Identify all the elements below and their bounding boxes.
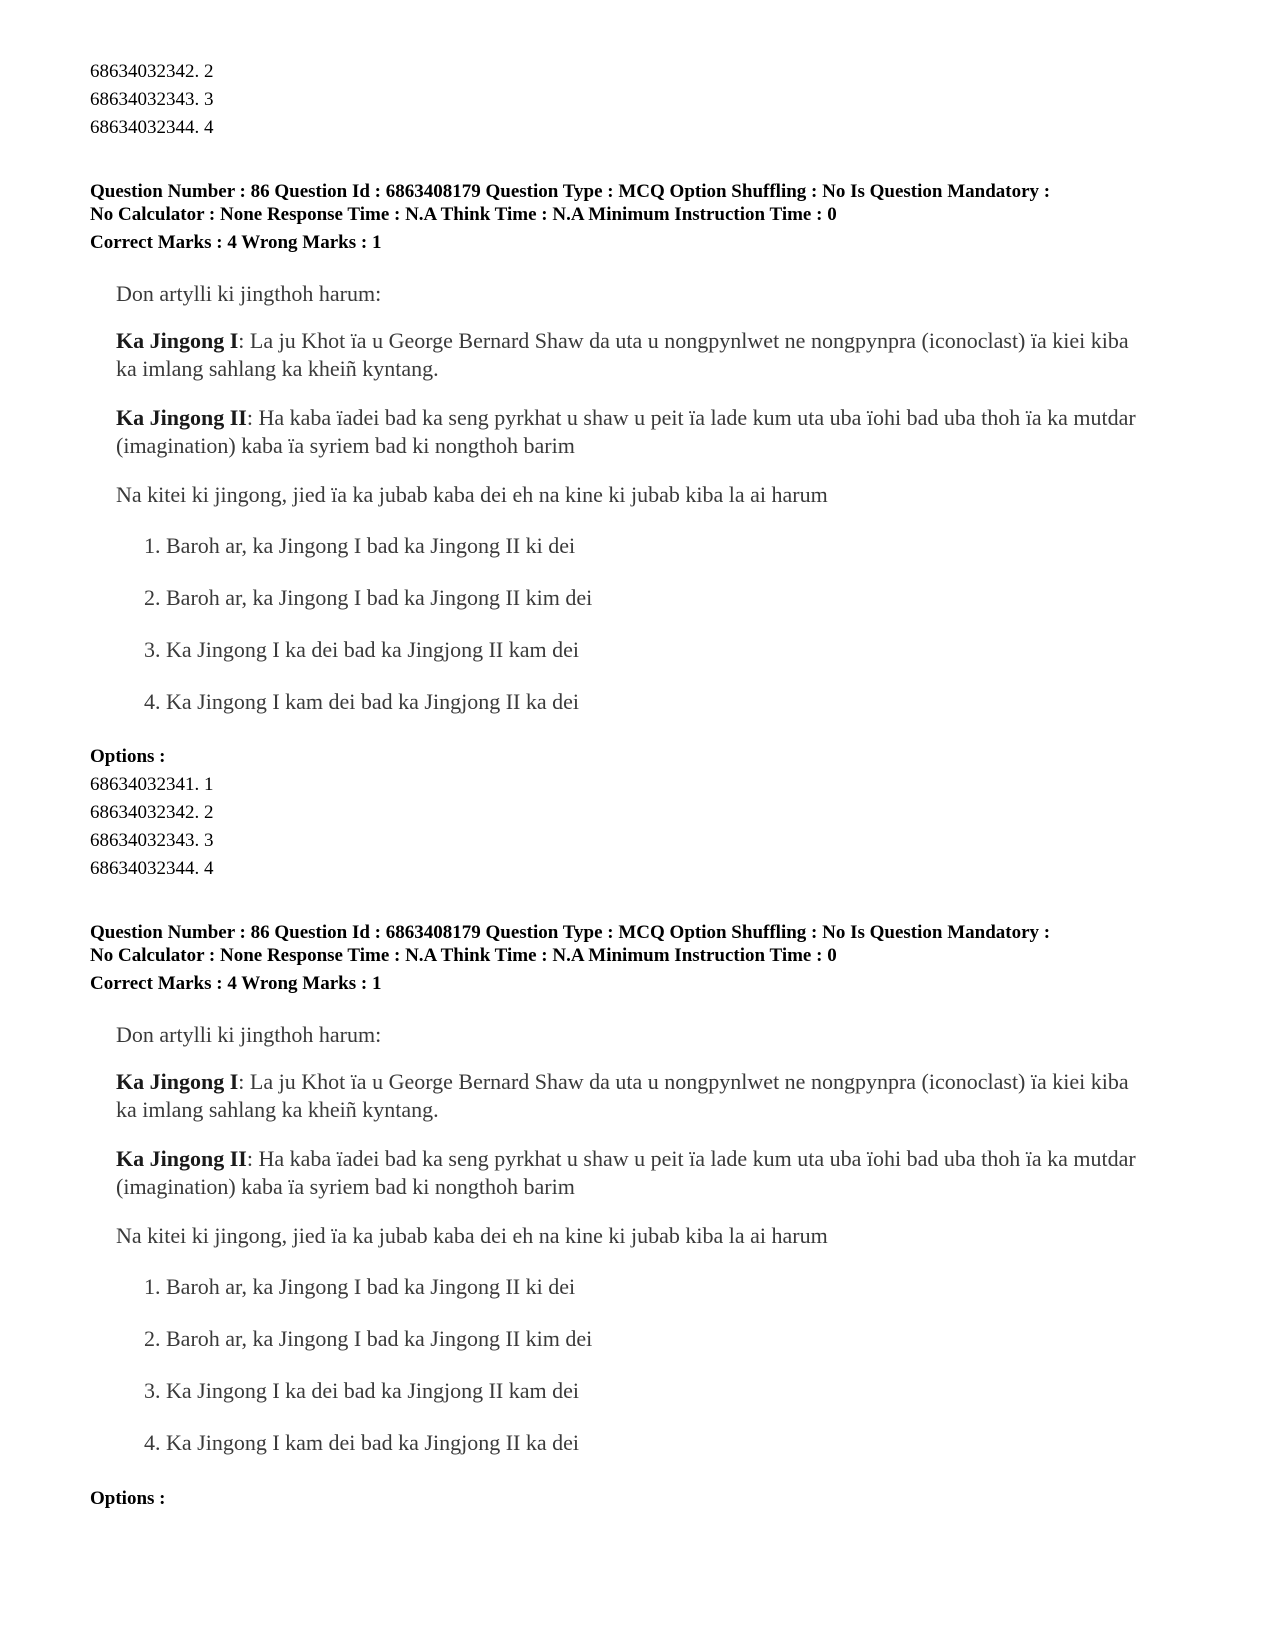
statement-two	[116, 1145, 1136, 1201]
statement-two	[116, 404, 1136, 460]
question-meta-line: Question Number : 86 Question Id : 6863408179 Question Type : MCQ Option Shuffling : No Is Question Mandatory :	[90, 922, 1051, 943]
answer-choice: 4. Ka Jingong I kam dei bad ka Jingjong II ka dei	[144, 689, 580, 714]
statement-label: Ka Jingong I	[116, 1069, 239, 1094]
option-line: 68634032343. 3	[90, 89, 214, 110]
option-line: 68634032344. 4	[90, 858, 214, 879]
option-line: 68634032342. 2	[90, 802, 214, 823]
option-line: 68634032342. 2	[90, 61, 214, 82]
question-intro: Don artylli ki jingthoh harum:	[116, 1022, 382, 1047]
statement-label: Ka Jingong II	[116, 405, 247, 430]
question-meta-line: Question Number : 86 Question Id : 6863408179 Question Type : MCQ Option Shuffling : No Is Question Mandatory :	[90, 181, 1051, 202]
question-meta-line: No Calculator : None Response Time : N.A Think Time : N.A Minimum Instruction Time : 0	[90, 945, 837, 966]
question-prompt: Na kitei ki jingong, jied ïa ka jubab kaba dei eh na kine ki jubab kiba la ai harum	[116, 1223, 828, 1248]
answer-choice: 2. Baroh ar, ka Jingong I bad ka Jingong II kim dei	[144, 1326, 593, 1351]
question-marks: Correct Marks : 4 Wrong Marks : 1	[90, 232, 382, 253]
question-intro: Don artylli ki jingthoh harum:	[116, 281, 382, 306]
answer-choice: 3. Ka Jingong I ka dei bad ka Jingjong II kam dei	[144, 637, 580, 662]
question-marks: Correct Marks : 4 Wrong Marks : 1	[90, 973, 382, 994]
answer-choice: 1. Baroh ar, ka Jingong I bad ka Jingong II ki dei	[144, 1274, 576, 1299]
statement-one	[116, 1068, 1136, 1124]
options-label: Options :	[90, 746, 166, 767]
answer-choice: 1. Baroh ar, ka Jingong I bad ka Jingong II ki dei	[144, 533, 576, 558]
option-line: 68634032344. 4	[90, 117, 214, 138]
statement-text: : Ha kaba ïadei bad ka seng pyrkhat u shaw u peit ïa lade kum uta uba ïohi bad uba thoh ïa ka mutdar (imagination) kaba ïa syriem bad ki nongthoh barim	[116, 405, 1136, 458]
answer-choice: 3. Ka Jingong I ka dei bad ka Jingjong II kam dei	[144, 1378, 580, 1403]
statement-label: Ka Jingong II	[116, 1146, 247, 1171]
question-prompt: Na kitei ki jingong, jied ïa ka jubab kaba dei eh na kine ki jubab kiba la ai harum	[116, 482, 828, 507]
question-meta-line: No Calculator : None Response Time : N.A Think Time : N.A Minimum Instruction Time : 0	[90, 204, 837, 225]
statement-text: : La ju Khot ïa u George Bernard Shaw da uta u nongpynlwet ne nongpynpra (iconoclast) ïa kiei kiba ka imlang sahlang ka kheiñ kyntang.	[116, 1069, 1129, 1122]
statement-label: Ka Jingong I	[116, 328, 239, 353]
answer-choice: 4. Ka Jingong I kam dei bad ka Jingjong II ka dei	[144, 1430, 580, 1455]
options-label: Options :	[90, 1488, 166, 1509]
option-line: 68634032341. 1	[90, 774, 214, 795]
statement-text: : Ha kaba ïadei bad ka seng pyrkhat u shaw u peit ïa lade kum uta uba ïohi bad uba thoh ïa ka mutdar (imagination) kaba ïa syriem bad ki nongthoh barim	[116, 1146, 1136, 1199]
option-line: 68634032343. 3	[90, 830, 214, 851]
statement-text: : La ju Khot ïa u George Bernard Shaw da uta u nongpynlwet ne nongpynpra (iconoclast) ïa kiei kiba ka imlang sahlang ka kheiñ kyntang.	[116, 328, 1129, 381]
statement-one	[116, 327, 1136, 383]
answer-choice: 2. Baroh ar, ka Jingong I bad ka Jingong II kim dei	[144, 585, 593, 610]
